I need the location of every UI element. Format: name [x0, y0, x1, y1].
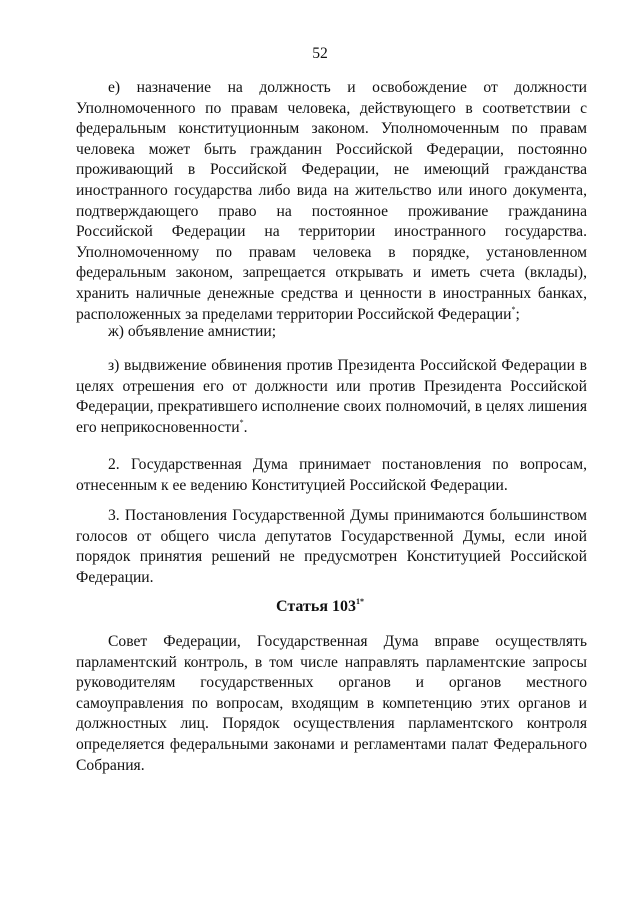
- paragraph-tail: ;: [515, 305, 520, 323]
- paragraph-clause-2: [76, 455, 587, 496]
- paragraph-text: 2. Государственная Дума принимает постановления по вопросам, отнесенным к ее ведению Конституцией Российской Федерации.: [76, 456, 587, 494]
- article-heading-note: 1*: [355, 597, 364, 606]
- paragraph-clause-3: [76, 506, 587, 588]
- footnote-marker: *: [511, 304, 516, 314]
- footnote-marker: *: [239, 417, 244, 427]
- paragraph-article-body: [76, 632, 587, 776]
- article-heading-text: Статья 103: [276, 598, 356, 615]
- article-heading: [0, 597, 640, 618]
- paragraph-item-z: [76, 356, 587, 438]
- paragraph-item-zh: [76, 322, 587, 343]
- paragraph-text: з) выдвижение обвинения против Президента Российской Федерации в целях отрешения его от должности или против Президента Российской Федерации, прекратившего исполнение своих полномочий, в целях лишения его неприкосновенности: [76, 357, 587, 436]
- paragraph-text: Совет Федерации, Государственная Дума вправе осуществлять парламентский контроль, в том числе направлять парламентские запросы руководителям государственных органов и органов местного самоуправления по вопросам, входящим в компетенцию этих органов и должностных лиц. Порядок осуществления парламентского контроля определяется федеральными законами и регламентами палат Федерального Собрания.: [76, 633, 587, 774]
- page-number: 52: [312, 45, 328, 62]
- paragraph-text: е) назначение на должность и освобождение от должности Уполномоченного по правам человека, действующего в соответствии с федеральным конституционным законом. Уполномоченным по правам человека может быть гражданин Российской Федерации, постоянно проживающий в Российской Федерации, не имеющий гражданства иностранного государства либо вида на жительство или иного документа, подтверждающего право на постоянное проживание гражданина Российской Федерации на территории иностранного государства. Уполномоченному по правам человека в порядке, установленном федеральным законом, запрещается открывать и иметь счета (вклады), хранить наличные денежные средства и ценности в иностранных банках, расположенных за пределами территории Российской Федерации: [76, 79, 587, 323]
- paragraph-item-e: [76, 78, 587, 325]
- paragraph-text: ж) объявление амнистии;: [108, 323, 277, 340]
- paragraph-text: 3. Постановления Государственной Думы принимаются большинством голосов от общего числа депутатов Государственной Думы, если иной порядок принятия решений не предусмотрен Конституцией Российской Федерации.: [76, 507, 587, 586]
- paragraph-tail: .: [243, 418, 248, 436]
